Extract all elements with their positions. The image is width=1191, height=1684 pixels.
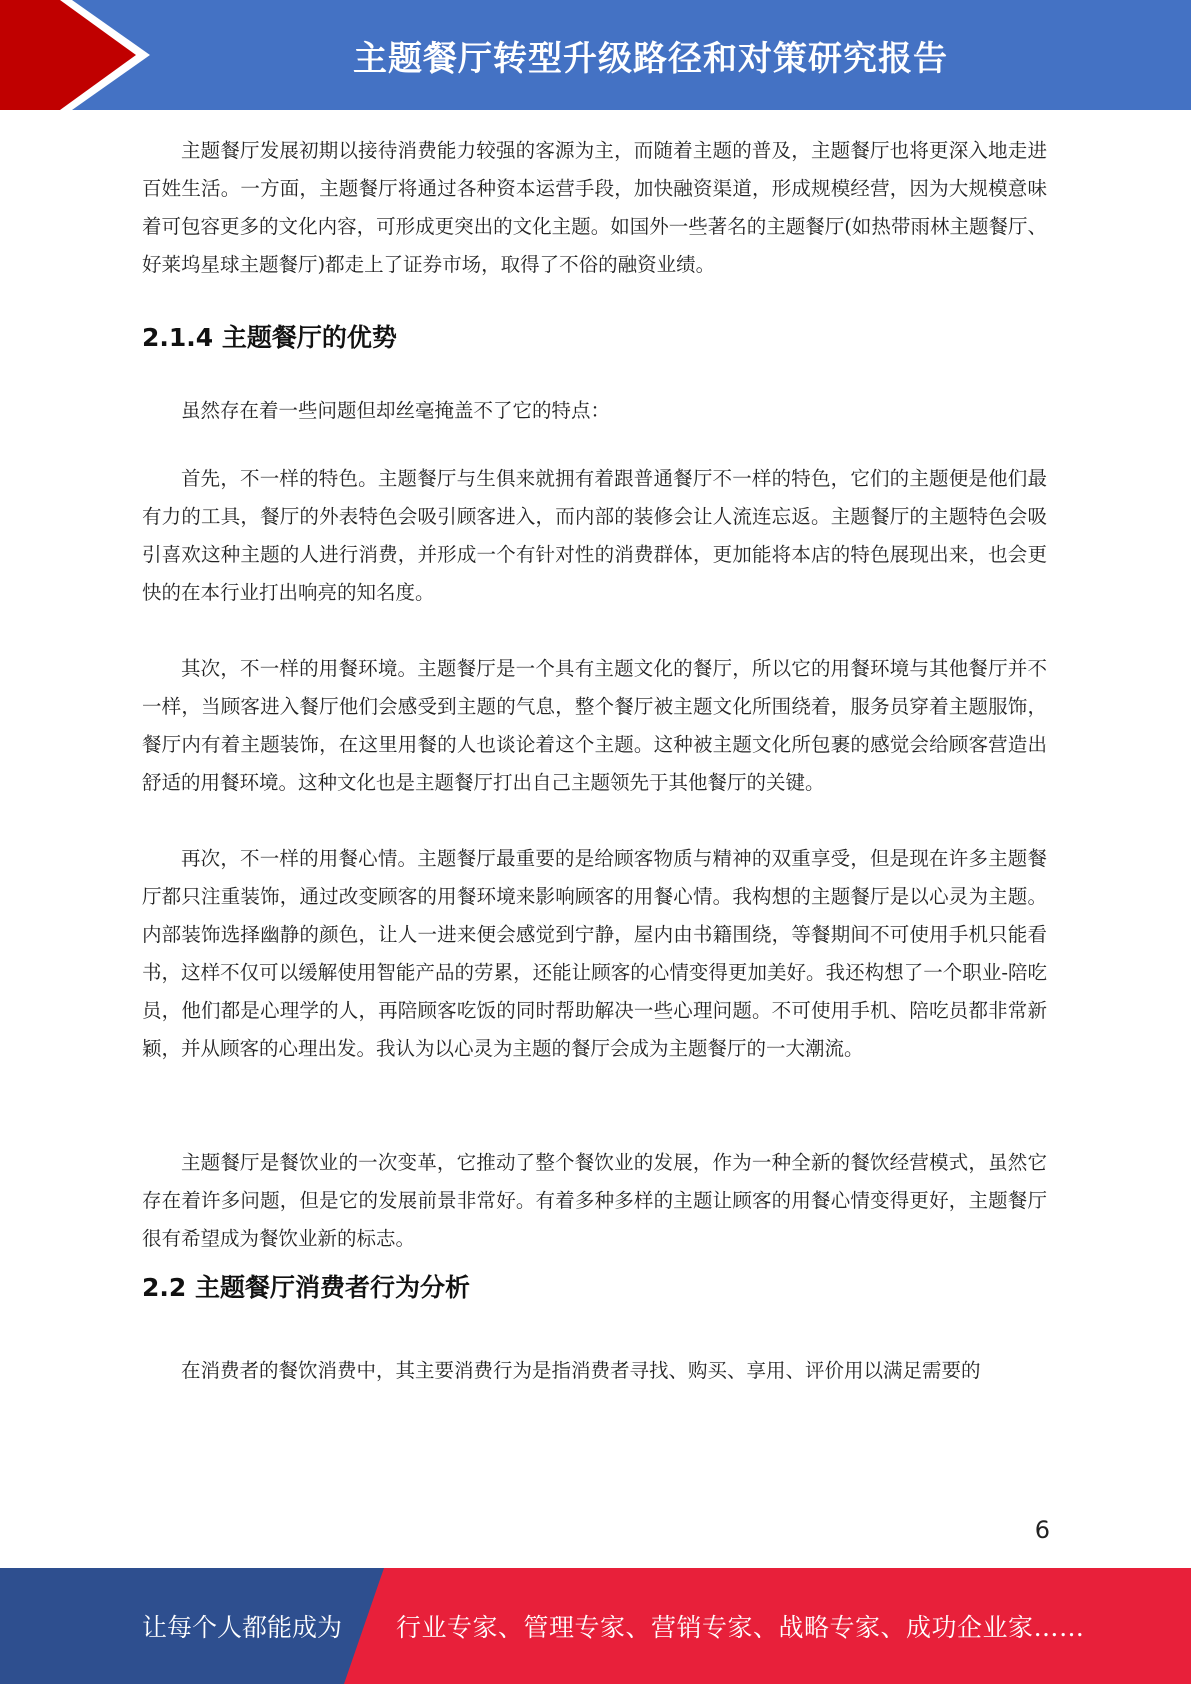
footer-banner	[0, 1568, 1191, 1684]
paragraph-first-feature: 首先，不一样的特色。主题餐厅与生俱来就拥有着跟普通餐厅不一样的特色，它们的主题便是他们最有力的工具，餐厅的外表特色会吸引顾客进入，而内部的装修会让人流连忘返。主题餐厅的主题特色会吸引喜欢这种主题的人进行消费，并形成一个有针对性的消费群体，更加能将本店的特色展现出来，也会更快的在本行业打出响亮的知名度。	[142, 467, 1047, 604]
paragraph-consumer-behavior: 在消费者的餐饮消费中，其主要消费行为是指消费者寻找、购买、享用、评价用以满足需要的	[181, 1359, 981, 1382]
section-heading-2-2: 2.2 主题餐厅消费者行为分析	[142, 1273, 470, 1302]
document-title-text: 主题餐厅转型升级路径和对策研究报告	[353, 38, 948, 79]
paragraph-second-feature: 其次，不一样的用餐环境。主题餐厅是一个具有主题文化的餐厅，所以它的用餐环境与其他餐厅并不一样，当顾客进入餐厅他们会感受到主题的气息，整个餐厅被主题文化所围绕着，服务员穿着主题服饰，餐厅内有着主题装饰，在这里用餐的人也谈论着这个主题。这种被主题文化所包裹的感觉会给顾客营造出舒适的用餐环境。这种文化也是主题餐厅打出自己主题领先于其他餐厅的关键。	[142, 657, 1047, 794]
page-number: 6	[1034, 1516, 1050, 1544]
paragraph-third-feature: 再次，不一样的用餐心情。主题餐厅最重要的是给顾客物质与精神的双重享受，但是现在许多主题餐厅都只注重装饰，通过改变顾客的用餐环境来影响顾客的用餐心情。我构想的主题餐厅是以心灵为主题。内部装饰选择幽静的颜色，让人一进来便会感觉到宁静，屋内由书籍围绕，等餐期间不可使用手机只能看书，这样不仅可以缓解使用智能产品的劳累，还能让顾客的心情变得更加美好。我还构想了一个职业-陪吃员，他们都是心理学的人，再陪顾客吃饭的同时帮助解决一些心理问题。不可使用手机、陪吃员都非常新颖，并从顾客的心理出发。我认为以心灵为主题的餐厅会成为主题餐厅的一大潮流。	[142, 847, 1047, 1060]
document-title	[0, 0, 1191, 110]
footer-slogan-left: 让每个人都能成为	[142, 1613, 343, 1642]
paragraph-intro: 主题餐厅发展初期以接待消费能力较强的客源为主，而随着主题的普及，主题餐厅也将更深入地走进百姓生活。一方面，主题餐厅将通过各种资本运营手段，加快融资渠道，形成规模经营，因为大规模意味着可包容更多的文化内容，可形成更突出的文化主题。如国外一些著名的主题餐厅(如热带雨林主题餐厅、好莱坞星球主题餐厅)都走上了证券市场，取得了不俗的融资业绩。	[142, 139, 1047, 276]
section-heading-2-1-4: 2.1.4 主题餐厅的优势	[142, 323, 397, 352]
paragraph-lead: 虽然存在着一些问题但却丝毫掩盖不了它的特点：	[181, 399, 611, 422]
paragraph-summary: 主题餐厅是餐饮业的一次变革，它推动了整个餐饮业的发展，作为一种全新的餐饮经营模式，虽然它存在着许多问题，但是它的发展前景非常好。有着多种多样的主题让顾客的用餐心情变得更好，主题餐厅很有希望成为餐饮业新的标志。	[142, 1151, 1047, 1250]
footer-slogan-right: 行业专家、管理专家、营销专家、战略专家、成功企业家……	[396, 1613, 1085, 1642]
document-body	[142, 132, 1047, 1390]
header-banner	[0, 0, 1191, 110]
